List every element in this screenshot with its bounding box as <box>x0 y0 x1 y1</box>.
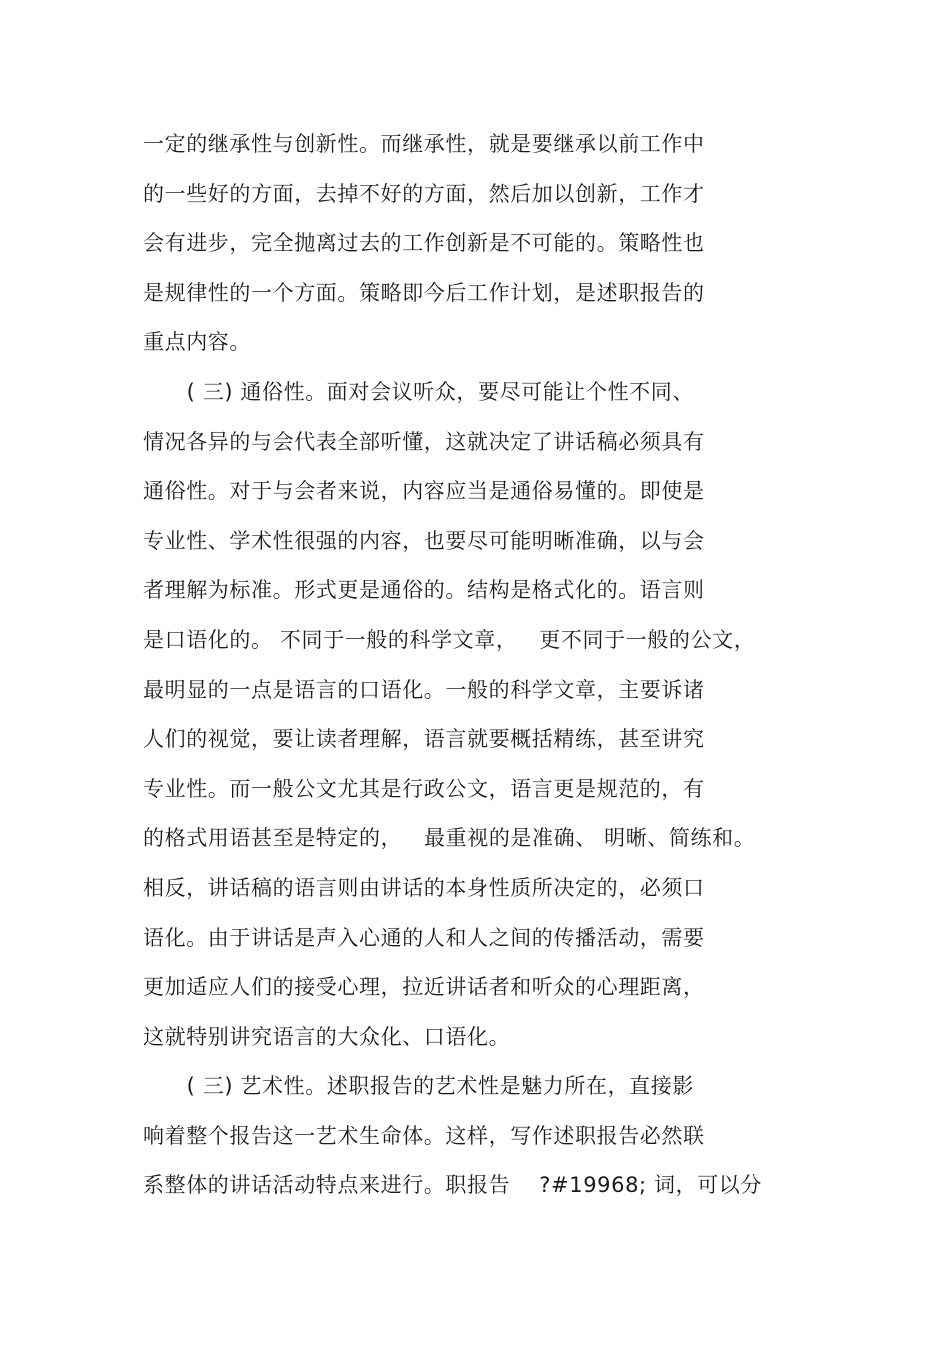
text-line: 一定的继承性与创新性。而继承性，就是要继承以前工作中 <box>143 132 705 156</box>
text-line: 人们的视觉，要让读者理解，语言就要概括精练，甚至讲究 <box>143 727 705 752</box>
text-line: 会有进步，完全抛离过去的工作创新是不可能的。策略性也 <box>143 231 705 256</box>
text-line: 是规律性的一个方面。策略即今后工作计划，是述职报告的 <box>143 280 705 305</box>
text-line: 这就特别讲究语言的大众化、口语化。 <box>143 1024 511 1049</box>
text-line: ( 三) 艺术性。述职报告的艺术性是魅力所在，直接影 <box>143 1074 694 1099</box>
text-line: 者理解为标准。形式更是通俗的。结构是格式化的。语言则 <box>143 578 705 603</box>
text-line: 的格式用语甚至是特定的， 最重视的是准确、 明晰、简练和。 <box>143 826 756 851</box>
body-text <box>143 120 933 1211</box>
text-line: 最明显的一点是语言的口语化。一般的科学文章，主要诉诸 <box>143 677 705 702</box>
text-line: 情况各异的与会代表全部听懂，这就决定了讲话稿必须具有 <box>143 429 705 454</box>
text-line: 响着整个报告这一艺术生命体。这样，写作述职报告必然联 <box>143 1123 705 1148</box>
text-line: 通俗性。对于与会者来说，内容应当是通俗易懂的。即使是 <box>143 479 705 504</box>
text-line: 相反，讲话稿的语言则由讲话的本身性质所决定的，必须口 <box>143 875 705 900</box>
text-line: 是口语化的。 不同于一般的科学文章， 更不同于一般的公文， <box>143 627 756 652</box>
text-line: 专业性。而一般公文尤其是行政公文，语言更是规范的，有 <box>143 776 705 801</box>
text-line: 的一些好的方面，去掉不好的方面，然后加以创新，工作才 <box>143 181 705 206</box>
text-line: 专业性、学术性很强的内容，也要尽可能明晰准确，以与会 <box>143 528 705 553</box>
text-line: 系整体的讲话活动特点来进行。职报告 ?#19968; 词，可以分 <box>143 1173 762 1198</box>
text-line: 更加适应人们的接受心理，拉近讲话者和听众的心理距离， <box>143 975 705 1000</box>
text-line: ( 三) 通俗性。面对会议听众，要尽可能让个性不同、 <box>143 379 694 404</box>
text-line: 重点内容。 <box>143 330 251 355</box>
text-line: 语化。由于讲话是声入心通的人和人之间的传播活动，需要 <box>143 925 705 950</box>
